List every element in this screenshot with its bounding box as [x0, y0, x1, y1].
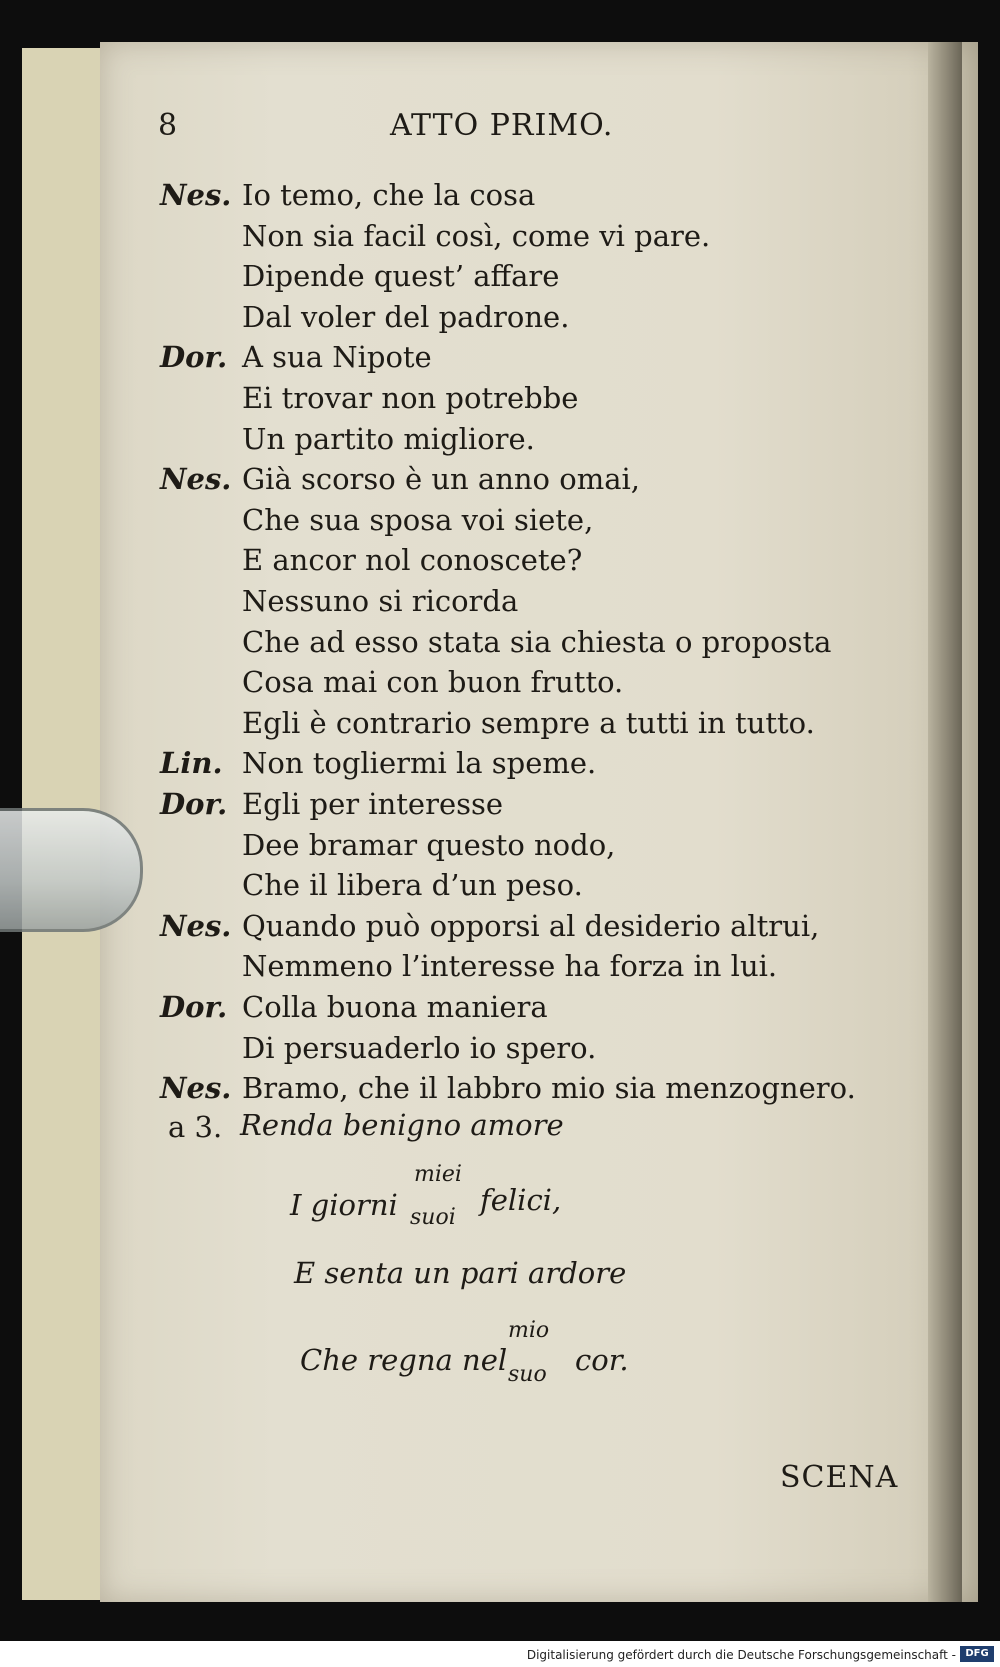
- ensemble-line-4-start: Che regna nel: [300, 1343, 508, 1377]
- verse-line: Bramo, che il labbro mio sia menzognero.: [242, 1071, 856, 1105]
- verse-line: Nemmeno l’interesse ha forza in lui.: [242, 949, 778, 983]
- ensemble-speaker: a 3.: [168, 1110, 223, 1144]
- ensemble-line-3: E senta un pari ardore: [294, 1256, 627, 1290]
- speaker-label: Nes.: [160, 909, 232, 943]
- ensemble-line-2-start: I giorni: [290, 1188, 398, 1222]
- verse-line: Un partito migliore.: [242, 422, 535, 456]
- verse-line: Ei trovar non potrebbe: [242, 381, 579, 415]
- speaker-label: Nes.: [160, 462, 232, 496]
- verse-line: A sua Nipote: [242, 340, 432, 374]
- verse-line: Di persuaderlo io spero.: [242, 1031, 597, 1065]
- ensemble-line-4-lower: suo: [508, 1362, 547, 1387]
- speaker-label: Dor.: [160, 787, 228, 821]
- verse-line: Io temo, che la cosa: [242, 178, 536, 212]
- verse-line: Colla buona maniera: [242, 990, 548, 1024]
- page-clip: [0, 808, 143, 932]
- ensemble-line-2-lower: suoi: [410, 1205, 456, 1230]
- speaker-label: Lin.: [160, 746, 223, 780]
- page-gutter-shadow: [928, 42, 962, 1602]
- dfg-logo: DFG: [960, 1646, 994, 1662]
- verse-line: Egli è contrario sempre a tutti in tutto.: [242, 706, 815, 740]
- speaker-label: Nes.: [160, 1071, 232, 1105]
- verse-line: Non togliermi la speme.: [242, 746, 597, 780]
- verse-line: Che ad esso stata sia chiesta o proposta: [242, 625, 832, 659]
- verse-line: Non sia facil così, come vi pare.: [242, 219, 711, 253]
- footer-credit: Digitalisierung gefördert durch die Deutsche Forschungsgemeinschaft -: [526, 1648, 956, 1662]
- verse-line: Dal voler del padrone.: [242, 300, 570, 334]
- verse-line: Cosa mai con buon frutto.: [242, 665, 624, 699]
- verse-line: E ancor nol conoscete?: [242, 543, 583, 577]
- catchword: SCENA: [780, 1460, 899, 1495]
- verse-line: Dipende quest’ affare: [242, 259, 560, 293]
- verse-line: Dee bramar questo nodo,: [242, 828, 616, 862]
- speaker-label: Dor.: [160, 990, 228, 1024]
- verse-line: Già scorso è un anno omai,: [242, 462, 640, 496]
- verse-line: Egli per interesse: [242, 787, 504, 821]
- verse-line: Che il libera d’un peso.: [242, 868, 583, 902]
- ensemble-line-4-upper: mio: [508, 1318, 550, 1343]
- running-title: ATTO PRIMO.: [390, 108, 614, 143]
- ensemble-line-1: Renda benigno amore: [240, 1108, 564, 1142]
- speaker-label: Dor.: [160, 340, 228, 374]
- verse-line: Nessuno si ricorda: [242, 584, 519, 618]
- verse-line: Che sua sposa voi siete,: [242, 503, 594, 537]
- ensemble-line-2-upper: miei: [414, 1162, 462, 1187]
- digitization-footer: [0, 1641, 1000, 1667]
- ensemble-line-2-end: felici,: [480, 1183, 562, 1217]
- verse-line: Quando può opporsi al desiderio altrui,: [242, 909, 820, 943]
- speaker-label: Nes.: [160, 178, 232, 212]
- ensemble-line-4-end: cor.: [575, 1343, 629, 1377]
- page-number: 8: [158, 108, 178, 143]
